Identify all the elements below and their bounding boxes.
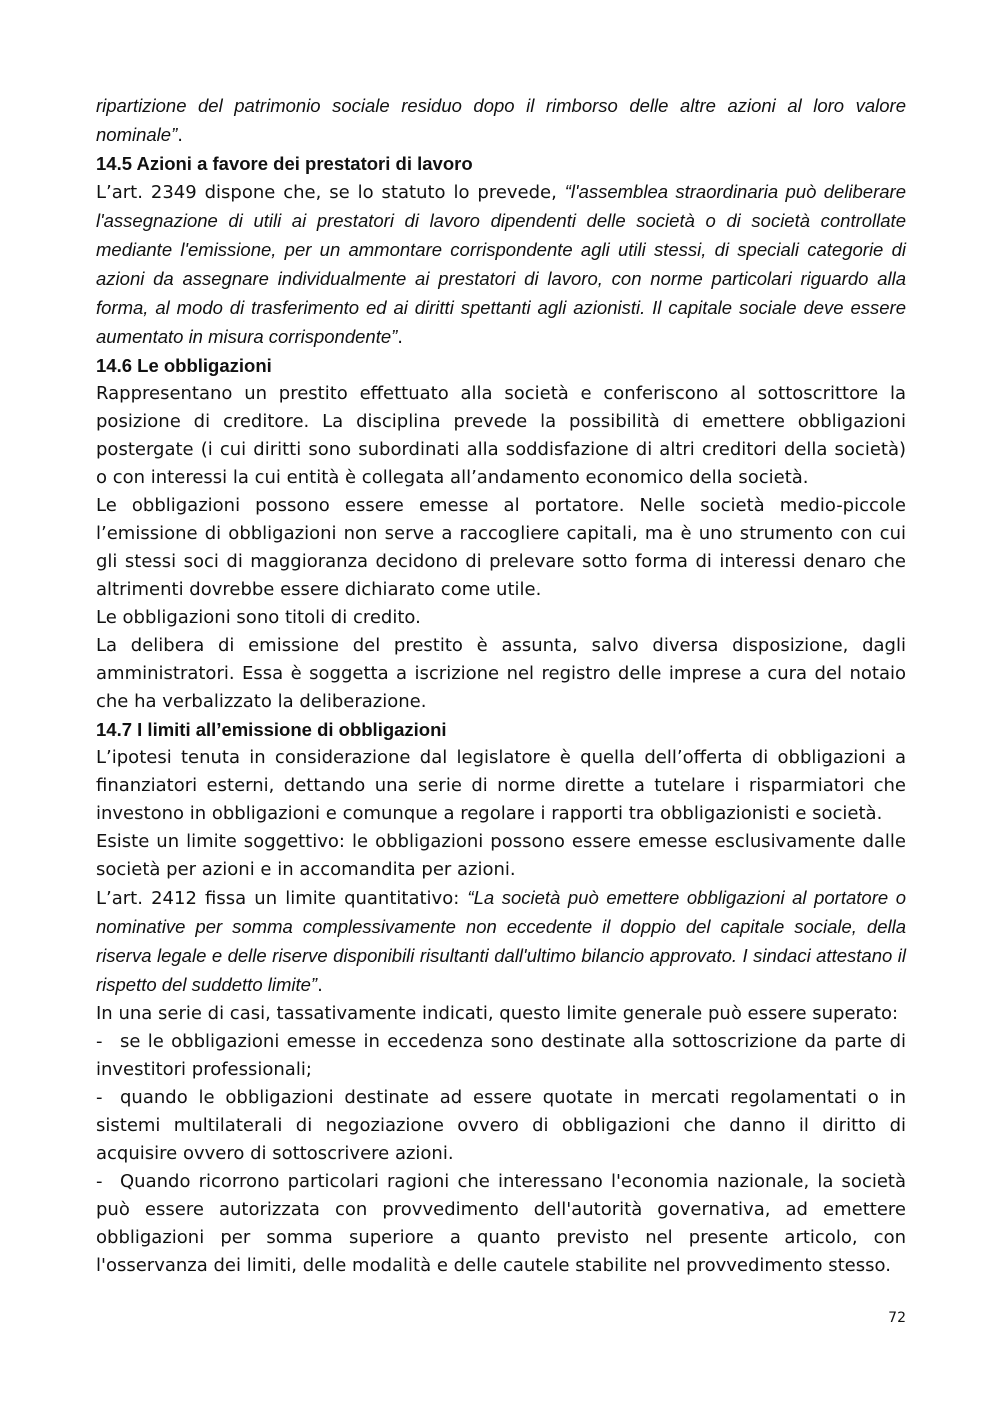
section-heading: 14.6 Le obbligazioni bbox=[96, 355, 272, 376]
section-14-6 bbox=[96, 352, 906, 716]
document-body bbox=[96, 92, 906, 1280]
bullet-marker: - bbox=[96, 1087, 103, 1108]
paragraph-lead: L’art. 2349 dispone che, se lo statuto lo prevede, bbox=[96, 182, 565, 203]
list-item-text: se le obbligazioni emesse in eccedenza sono destinate alla sottoscrizione da parte di investitori professionali; bbox=[96, 1031, 906, 1080]
list-item bbox=[96, 1028, 906, 1084]
section-paragraph: Esiste un limite soggettivo: le obbligazioni possono essere emesse esclusivamente dalle società per azioni e in accomandita per azioni. bbox=[96, 831, 906, 880]
section-paragraph: Rappresentano un prestito effettuato alla società e conferiscono al sottoscrittore la posizione di creditore. La disciplina prevede la possibilità di emettere obbligazioni postergate (i cui diritti sono subordinati alla soddisfazione di altri creditori della società) o con interessi la cui entità è collegata all’andamento economico della società. bbox=[96, 383, 906, 488]
section-heading: 14.5 Azioni a favore dei prestatori di lavoro bbox=[96, 153, 473, 174]
intro-quote: ripartizione del patrimonio sociale residuo dopo il rimborso delle altre azioni al loro valore nominale” bbox=[96, 95, 906, 145]
section-paragraph: L’ipotesi tenuta in considerazione dal legislatore è quella dell’offerta di obbligazioni a finanziatori esterni, dettando una serie di norme dirette a tutelare i risparmiatori che investono in obbligazioni e comunque a regolare i rapporti tra obbligazionisti e società. bbox=[96, 747, 906, 824]
bullet-marker: - bbox=[96, 1171, 103, 1192]
section-paragraph bbox=[96, 884, 906, 1000]
list-item bbox=[96, 1168, 906, 1280]
list-item-text: quando le obbligazioni destinate ad essere quotate in mercati regolamentati o in sistemi multilaterali di negoziazione ovvero di obbligazioni che danno il diritto di acquisire ovvero di sottoscrivere azioni. bbox=[96, 1087, 906, 1164]
section-14-5 bbox=[96, 150, 906, 352]
paragraph-lead: L’art. 2412 fissa un limite quantitativo: bbox=[96, 888, 468, 909]
legal-quote: “l'assemblea straordinaria può deliberare l'assegnazione di utili ai prestatori di lavoro dipendenti delle società o di società controllate mediante l'emissione, per un ammontare corrispondente agli utili stessi, di speciali categorie di azioni da assegnare individualmente ai prestatori di lavoro, con norme particolari riguardo alla forma, al modo di trasferimento ed ai diritti spettanti agli azionisti. Il capitale sociale deve essere aumentato in misura corrispondente” bbox=[96, 181, 906, 347]
section-heading: 14.7 I limiti all’emissione di obbligazioni bbox=[96, 719, 447, 740]
list-item bbox=[96, 1084, 906, 1168]
section-paragraph: La delibera di emissione del prestito è assunta, salvo diversa disposizione, dagli amministratori. Essa è soggetta a iscrizione nel registro delle imprese a cura del notaio che ha verbalizzato la deliberazione. bbox=[96, 635, 906, 712]
bullet-marker: - bbox=[96, 1031, 103, 1052]
section-paragraph: Le obbligazioni possono essere emesse al portatore. Nelle società medio-piccole l’emissione di obbligazioni non serve a raccogliere capitali, ma è uno strumento con cui gli stessi soci di maggioranza decidono di prelevare sotto forma di interessi denaro che altrimenti dovrebbe essere dichiarato come utile. bbox=[96, 495, 906, 600]
paragraph-end: . bbox=[397, 327, 404, 348]
section-paragraph: In una serie di casi, tassativamente indicati, questo limite generale può essere superato: bbox=[96, 1003, 899, 1024]
paragraph-end: . bbox=[317, 975, 323, 996]
page-number: 72 bbox=[888, 1310, 906, 1326]
section-paragraph: Le obbligazioni sono titoli di credito. bbox=[96, 607, 421, 628]
legal-quote: “La società può emettere obbligazioni al portatore o nominative per somma complessivamente non eccedente il doppio del capitale sociale, della riserva legale e delle riserve disponibili risultanti dall'ultimo bilancio approvato. I sindaci attestano il rispetto del suddetto limite” bbox=[96, 887, 906, 995]
intro-paragraph bbox=[96, 92, 906, 150]
section-14-7 bbox=[96, 716, 906, 1280]
section-paragraph bbox=[96, 178, 906, 352]
intro-end: . bbox=[177, 125, 183, 146]
list-item-text: Quando ricorrono particolari ragioni che interessano l'economia nazionale, la società può essere autorizzata con provvedimento dell'autorità governativa, ad emettere obbligazioni per somma superiore a quanto previsto nel presente articolo, con l'osservanza dei limiti, delle modalità e delle cautele stabilite nel provvedimento stesso. bbox=[96, 1171, 906, 1276]
